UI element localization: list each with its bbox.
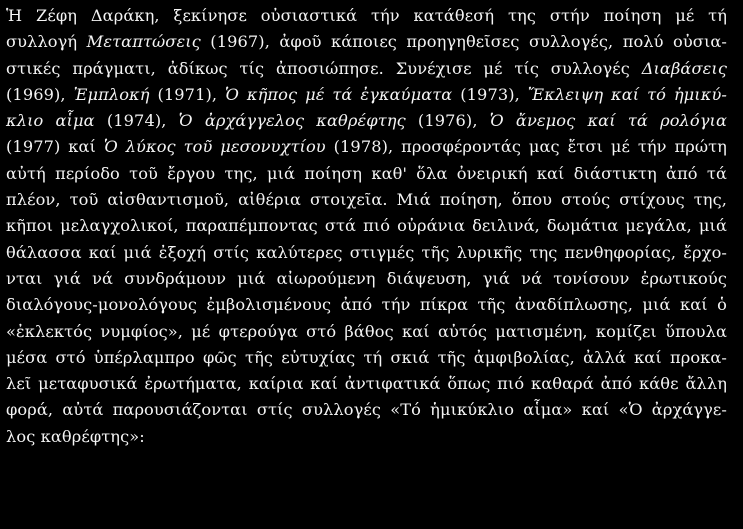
text-line <box>6 240 727 266</box>
book-title: κλιο αἷμα <box>6 111 95 131</box>
text-segment: στικές πράγματι, ἀδίκως τίς ἀποσιώπησε. Συνέχισε μέ τίς συλλογές <box>6 58 642 78</box>
text-segment: (1976), <box>405 111 490 131</box>
text-line <box>6 397 727 423</box>
text-line <box>6 292 727 318</box>
text-segment: φορά, αὐτά παρουσιάζονται στίς συλλογές «Τό ἡμικύκλιο αἷμα» καί «Ὁ ἀρχάγγε- <box>6 400 727 420</box>
text-segment: (1971), <box>149 84 226 104</box>
text-segment: (1974), <box>94 111 179 131</box>
text-segment: θάλασσα καί μιά ἐξοχή στίς καλύτερες στιγμές τῆς λυρικῆς της πενθηφορίας, ἔρχο- <box>6 242 727 262</box>
text-line <box>6 424 727 450</box>
text-line <box>6 29 727 55</box>
text-segment: λος καθρέφτης»: <box>6 426 145 446</box>
text-segment: (1977) καί <box>6 137 104 157</box>
book-title: Ὁ κῆπος μέ τά ἐγκαύματα <box>225 84 453 104</box>
text-line <box>6 56 727 82</box>
text-segment: μέσα στό ὑπέρλαμπρο φῶς τῆς εὐτυχίας τή σκιά τῆς ἀμφιβολίας, ἀλλά καί προκα- <box>6 347 727 367</box>
text-segment: νται γιά νά συνδράμουν μιά αἰωρούμενη διάψευση, γιά νά τονίσουν ἐρωτικούς <box>6 268 727 288</box>
book-title: Ὁ ἄνεμος καί τά ρολόγια <box>489 111 727 131</box>
text-segment: πλέον, τοῦ αἰσθαντισμοῦ, αἰθέρια στοιχεῖα. Μιά ποίηση, ὅπου στούς στίχους της, <box>6 190 727 210</box>
text-line <box>6 82 727 108</box>
text-line <box>6 108 727 134</box>
text-segment: Ἡ Ζέφη Δαράκη, ξεκίνησε οὐσιαστικά τήν κατάθεσή της στήν ποίηση μέ τή <box>6 6 727 25</box>
book-title: Ἐμπλοκή <box>73 84 150 104</box>
text-segment: κῆποι μελαγχολικοί, παραπέμποντας στά πιό οὐράνια δειλινά, δωμάτια μεγάλα, μιά <box>6 216 727 236</box>
text-line <box>6 213 727 239</box>
text-line <box>6 134 727 160</box>
book-title: Ἔκλειψη καί τό ἡμικύ- <box>527 84 727 104</box>
book-title: Ὁ λύκος τοῦ μεσονυχτίου <box>103 137 326 157</box>
book-title: Μεταπτώσεις <box>86 32 201 52</box>
book-title: Ὁ ἀρχάγγελος καθρέφτης <box>178 111 406 131</box>
text-line <box>6 319 727 345</box>
text-segment: συλλογή <box>6 32 87 52</box>
text-line <box>6 3 727 29</box>
book-title: Διαβάσεις <box>641 58 727 78</box>
text-line <box>6 187 727 213</box>
text-line <box>6 371 727 397</box>
text-segment: «ἐκλεκτός νυμφίος», μέ φτερούγα στό βάθος καί αὐτός ματισμένη, κομίζει ὕπουλα <box>6 321 727 341</box>
text-segment: αὐτή περίοδο τοῦ ἔργου της, μιά ποίηση καθ' ὅλα ὀνειρική καί διάστικτη ἀπό τά <box>6 163 727 183</box>
text-segment: (1978), προσφέροντάς μας ἔτσι μέ τήν πρώτη <box>325 137 727 157</box>
text-line <box>6 345 727 371</box>
text-segment: (1967), ἀφοῦ κάποιες προηγηθεῖσες συλλογές, πολύ οὐσια- <box>200 32 727 52</box>
text-line <box>6 266 727 292</box>
text-segment: διαλόγους-μονολόγους ἐμβολισμένους ἀπό τήν πίκρα τῆς ἀναδίπλωσης, μιά καί ὁ <box>6 295 727 315</box>
text-segment: (1973), <box>452 84 528 104</box>
text-line <box>6 161 727 187</box>
text-segment: λεῖ μεταφυσικά ἐρωτήματα, καίρια καί ἀντιφατικά ὅπως πιό καθαρά ἀπό κάθε ἄλλη <box>6 374 727 394</box>
text-segment: (1969), <box>6 84 74 104</box>
